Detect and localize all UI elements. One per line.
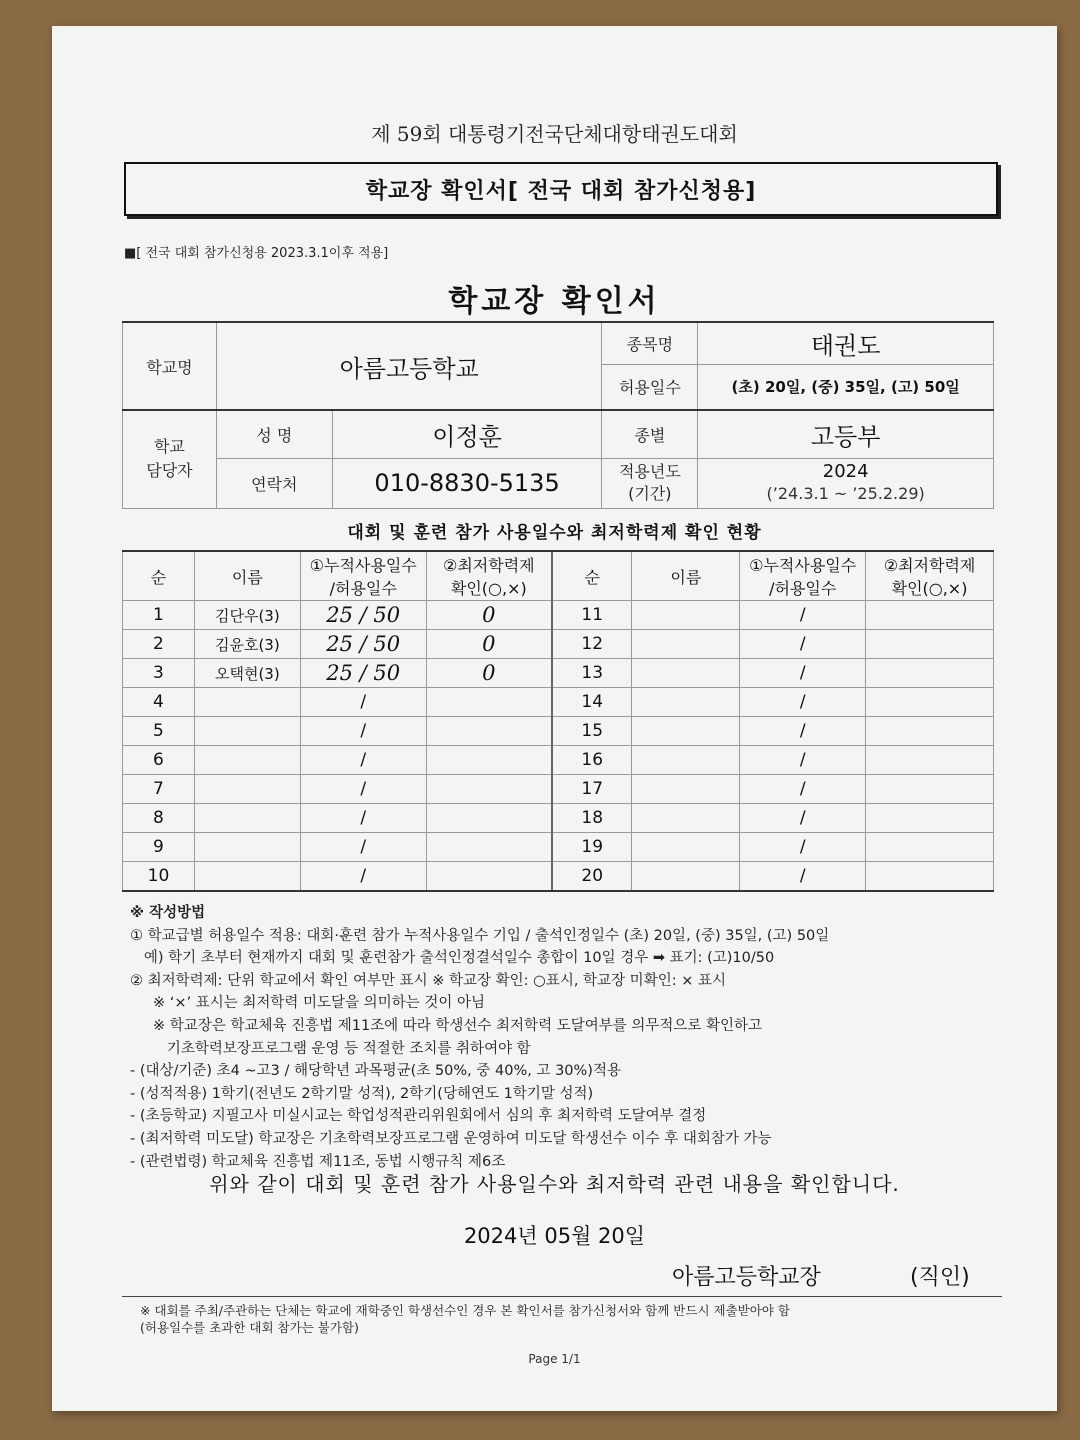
col-no-header: 순 bbox=[123, 551, 195, 601]
row-name: 김윤호(3) bbox=[194, 630, 300, 659]
row-days: / bbox=[740, 746, 866, 775]
school-label: 학교명 bbox=[123, 322, 217, 410]
instruction-line: 예) 학기 초부터 현재까지 대회 및 훈련참가 출석인정결석일수 총합이 10일 경우 ➡ 표기: (고)10/50 bbox=[130, 950, 775, 967]
row-name bbox=[194, 775, 300, 804]
row-days: / bbox=[300, 804, 426, 833]
section-title: 대회 및 훈련 참가 사용일수와 최저학력제 확인 현황 bbox=[347, 523, 762, 543]
row-check bbox=[426, 688, 552, 717]
instruction-line: ① 학교급별 허용일수 적용: 대회·훈련 참가 누적사용일수 기입 / 출석인정일수 (초) 20일, (중) 35일, (고) 50일 bbox=[130, 927, 830, 944]
row-days: / bbox=[740, 688, 866, 717]
col-days-header-right: ①누적사용일수 /허용일수 bbox=[740, 551, 866, 601]
row-no: 16 bbox=[552, 746, 632, 775]
allowed-label: 허용일수 bbox=[602, 364, 698, 410]
row-check bbox=[866, 630, 994, 659]
sport-value: 태권도 bbox=[698, 322, 994, 364]
row-name bbox=[632, 601, 740, 630]
row-days: / bbox=[300, 862, 426, 892]
row-no: 11 bbox=[552, 601, 632, 630]
row-no: 14 bbox=[552, 688, 632, 717]
row-check bbox=[426, 804, 552, 833]
row-no: 20 bbox=[552, 862, 632, 892]
footer-divider bbox=[122, 1296, 1002, 1297]
row-no: 7 bbox=[123, 775, 195, 804]
table-row bbox=[123, 688, 994, 717]
manager-label: 학교 담당자 bbox=[123, 410, 217, 508]
row-days: 25 / 50 bbox=[300, 659, 426, 688]
document-date: 2024년 05월 20일 bbox=[463, 1224, 646, 1248]
col-check-header-right: ②최저학력제 확인(○,×) bbox=[866, 551, 994, 601]
row-days: / bbox=[740, 804, 866, 833]
row-name bbox=[632, 688, 740, 717]
row-name bbox=[632, 630, 740, 659]
official-seal: (직인) bbox=[910, 1265, 970, 1290]
row-no: 10 bbox=[123, 862, 195, 892]
row-check bbox=[426, 775, 552, 804]
footer-note-line: ※ 대회를 주최/주관하는 단체는 학교에 재학중인 학생선수인 경우 본 확인서를 참가신청서와 함께 반드시 제출받아야 함 bbox=[140, 1303, 790, 1318]
table-row bbox=[123, 630, 994, 659]
col-no-header-right: 순 bbox=[552, 551, 632, 601]
row-days: / bbox=[740, 630, 866, 659]
row-days: / bbox=[740, 775, 866, 804]
instruction-line: - (최저학력 미도달) 학교장은 기초학력보장프로그램 운영하여 미도달 학생선수 이수 후 대회참가 가능 bbox=[130, 1130, 772, 1147]
row-days: 25 / 50 bbox=[300, 630, 426, 659]
school-value: 아름고등학교 bbox=[216, 322, 602, 410]
row-name bbox=[632, 833, 740, 862]
main-title: 학교장 확인서 bbox=[448, 284, 661, 319]
col-name-header: 이름 bbox=[194, 551, 300, 601]
category-label: 종별 bbox=[602, 410, 698, 458]
row-days: / bbox=[300, 833, 426, 862]
col-check-header: ②최저학력제 확인(○,×) bbox=[426, 551, 552, 601]
row-no: 9 bbox=[123, 833, 195, 862]
row-check bbox=[426, 746, 552, 775]
row-check bbox=[426, 862, 552, 892]
row-check: 0 bbox=[426, 601, 552, 630]
instruction-line: ※ ‘×’ 표시는 최저학력 미도달을 의미하는 것이 아님 bbox=[130, 995, 485, 1012]
row-name bbox=[632, 746, 740, 775]
row-check bbox=[866, 862, 994, 892]
footer-note bbox=[140, 1302, 1020, 1336]
row-check: 0 bbox=[426, 659, 552, 688]
instructions-heading: ※ 작성방법 bbox=[130, 905, 206, 921]
row-no: 6 bbox=[123, 746, 195, 775]
row-no: 18 bbox=[552, 804, 632, 833]
row-name bbox=[194, 804, 300, 833]
instruction-line: - (성적적용) 1학기(전년도 2학기말 성적), 2학기(당해연도 1학기말 성적) bbox=[130, 1085, 594, 1102]
table-row bbox=[123, 833, 994, 862]
info-table bbox=[122, 321, 994, 509]
row-check bbox=[866, 746, 994, 775]
row-name bbox=[632, 659, 740, 688]
row-no: 3 bbox=[123, 659, 195, 688]
year-period: (’24.3.1 ~ ’25.2.29) bbox=[766, 484, 925, 503]
row-days: 25 / 50 bbox=[300, 601, 426, 630]
instructions bbox=[130, 902, 1030, 1173]
sport-label: 종목명 bbox=[602, 322, 698, 364]
table-row bbox=[123, 804, 994, 833]
row-name bbox=[632, 775, 740, 804]
row-check bbox=[866, 804, 994, 833]
row-name: 김단우(3) bbox=[194, 601, 300, 630]
allowed-value: (초) 20일, (중) 35일, (고) 50일 bbox=[698, 364, 994, 410]
row-days: / bbox=[740, 862, 866, 892]
row-name bbox=[632, 717, 740, 746]
contact-value: 010-8830-5135 bbox=[332, 458, 602, 508]
row-days: / bbox=[300, 688, 426, 717]
row-check bbox=[866, 833, 994, 862]
instruction-line: - (초등학교) 지필고사 미실시교는 학업성적관리위원회에서 심의 후 최저학력 도달여부 결정 bbox=[130, 1108, 707, 1125]
row-days: / bbox=[740, 659, 866, 688]
row-days: / bbox=[300, 746, 426, 775]
category-value: 고등부 bbox=[698, 410, 994, 458]
confirmation-statement: 위와 같이 대회 및 훈련 참가 사용일수와 최저학력 관련 내용을 확인합니다. bbox=[209, 1172, 900, 1196]
row-name bbox=[194, 862, 300, 892]
instruction-line: - (관련법령) 학교체육 진흥법 제11조, 동법 시행규칙 제6조 bbox=[130, 1153, 506, 1170]
name-value: 이정훈 bbox=[332, 410, 602, 458]
table-row bbox=[123, 717, 994, 746]
col-days-header: ①누적사용일수 /허용일수 bbox=[300, 551, 426, 601]
page-number: Page 1/1 bbox=[528, 1352, 581, 1366]
row-no: 17 bbox=[552, 775, 632, 804]
row-no: 2 bbox=[123, 630, 195, 659]
instruction-line: 기초학력보장프로그램 운영 등 적절한 조치를 취하여야 함 bbox=[130, 1040, 531, 1057]
contact-label: 연락처 bbox=[216, 458, 332, 508]
row-name bbox=[632, 804, 740, 833]
row-name bbox=[194, 833, 300, 862]
document-page bbox=[52, 26, 1057, 1411]
table-row bbox=[123, 601, 994, 630]
form-box-title: 학교장 확인서[ 전국 대회 참가신청용] bbox=[124, 162, 998, 216]
principal-signature: 아름고등학교장 bbox=[672, 1265, 821, 1290]
event-title: 제 59회 대통령기전국단체대항태권도대회 bbox=[371, 122, 738, 146]
row-days: / bbox=[300, 775, 426, 804]
row-check bbox=[426, 717, 552, 746]
apply-note: ■[ 전국 대회 참가신청용 2023.3.1이후 적용] bbox=[124, 246, 389, 261]
row-days: / bbox=[740, 601, 866, 630]
row-check bbox=[426, 833, 552, 862]
table-row bbox=[123, 775, 994, 804]
row-name bbox=[194, 688, 300, 717]
row-no: 12 bbox=[552, 630, 632, 659]
footer-note-line: (허용일수를 초과한 대회 참가는 불가함) bbox=[140, 1320, 359, 1335]
row-no: 19 bbox=[552, 833, 632, 862]
row-name: 오택현(3) bbox=[194, 659, 300, 688]
year-label: 적용년도 (기간) bbox=[602, 458, 698, 508]
row-no: 8 bbox=[123, 804, 195, 833]
row-no: 15 bbox=[552, 717, 632, 746]
row-no: 5 bbox=[123, 717, 195, 746]
row-check bbox=[866, 717, 994, 746]
instruction-line: ※ 학교장은 학교체육 진흥법 제11조에 따라 학생선수 최저학력 도달여부를 의무적으로 확인하고 bbox=[130, 1017, 762, 1034]
table-row bbox=[123, 862, 994, 892]
year-value-cell bbox=[698, 458, 994, 508]
roster-table bbox=[122, 550, 994, 892]
row-no: 4 bbox=[123, 688, 195, 717]
row-check: 0 bbox=[426, 630, 552, 659]
table-row bbox=[123, 746, 994, 775]
row-no: 1 bbox=[123, 601, 195, 630]
row-name bbox=[632, 862, 740, 892]
row-days: / bbox=[740, 833, 866, 862]
row-name bbox=[194, 746, 300, 775]
col-name-header-right: 이름 bbox=[632, 551, 740, 601]
row-no: 13 bbox=[552, 659, 632, 688]
year-value: 2024 bbox=[822, 461, 869, 482]
instruction-line: ② 최저학력제: 단위 학교에서 확인 여부만 표시 ※ 학교장 확인: ○표시, 학교장 미확인: × 표시 bbox=[130, 972, 726, 989]
name-label: 성 명 bbox=[216, 410, 332, 458]
table-row bbox=[123, 659, 994, 688]
row-name bbox=[194, 717, 300, 746]
row-check bbox=[866, 659, 994, 688]
instruction-line: - (대상/기준) 초4 ~고3 / 해당학년 과목평균(초 50%, 중 40%, 고 30%)적용 bbox=[130, 1063, 621, 1080]
row-days: / bbox=[740, 717, 866, 746]
row-check bbox=[866, 601, 994, 630]
row-days: / bbox=[300, 717, 426, 746]
row-check bbox=[866, 688, 994, 717]
row-check bbox=[866, 775, 994, 804]
